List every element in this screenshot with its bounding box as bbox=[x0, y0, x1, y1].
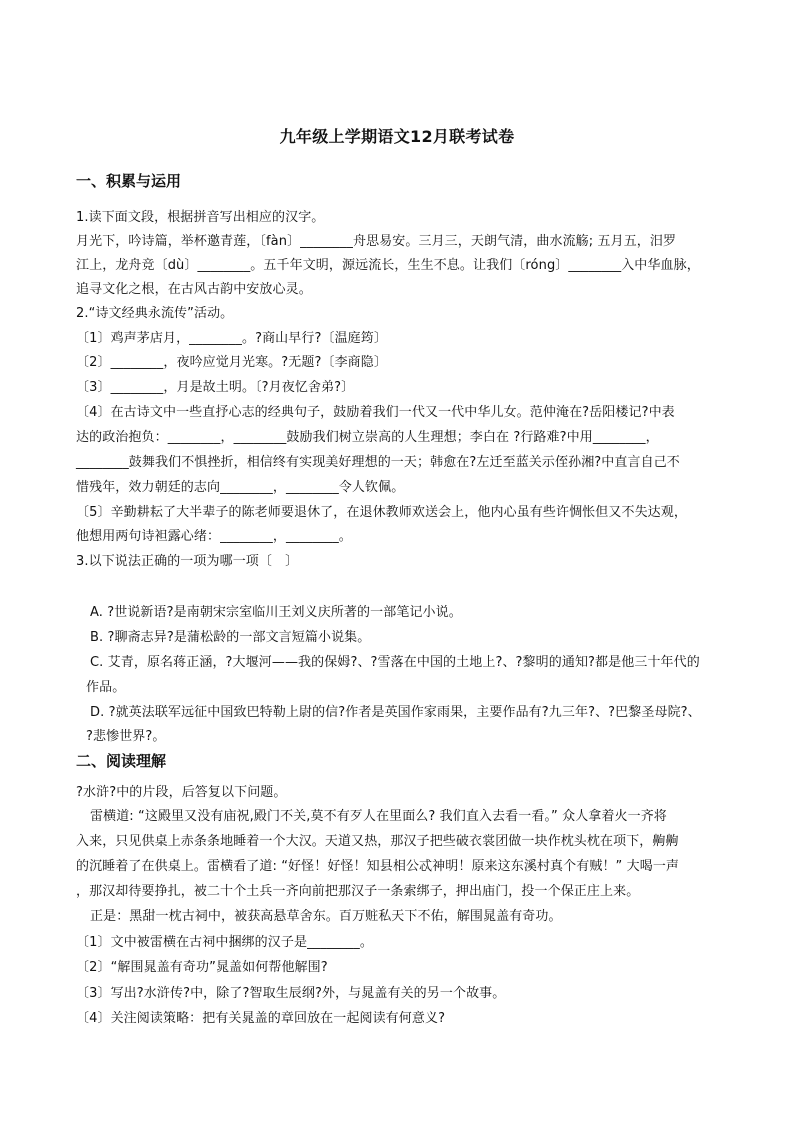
text-line: 〔4〕在古诗文中一些直抒心志的经典句子，鼓励着我们一代又一代中华儿女。范仲淹在?岳阳楼记?中表 bbox=[76, 405, 675, 420]
section-heading-2: 二、阅读理解 bbox=[76, 752, 167, 770]
option-b: B. ?聊斋志异?是蒲松龄的一部文言短篇小说集。 bbox=[90, 630, 371, 645]
passage-line: 雷横道: “这殿里又没有庙祝,殿门不关,莫不有歹人在里面么? 我们直入去看一看。” 众人拿着火一齐将 bbox=[90, 809, 667, 824]
option-d: D. ?就英法联军远征中国致巴特勒上尉的信?作者是英国作家雨果，主要作品有?九三年?、?巴黎圣母院?、 bbox=[90, 705, 701, 720]
reading-question-4: 〔4〕关注阅读策略：把有关晁盖的章回放在一起阅读有何意义? bbox=[76, 1011, 446, 1026]
option-c-continued: 作品。 bbox=[86, 680, 126, 695]
reading-question-3: 〔3〕写出?水浒传?中，除了?智取生辰纲?外，与晁盖有关的另一个故事。 bbox=[76, 986, 506, 1001]
text-line: 〔3〕________，月是故土明。〔?月夜忆舍弟?〕 bbox=[76, 380, 355, 395]
option-d-continued: ?悲惨世界?。 bbox=[86, 729, 166, 744]
reading-question-1: 〔1〕文中被雷横在古祠中捆绑的汉子是________。 bbox=[76, 935, 373, 950]
text-line: 〔5〕辛勤耕耘了大半辈子的陈老师要退休了，在退休教师欢送会上，他内心虽有些许惆怅但又不失达观， bbox=[76, 505, 687, 520]
page-title: 九年级上学期语文12月联考试卷 bbox=[279, 127, 515, 146]
question-3-prompt: 3.以下说法正确的一项为哪一项〔 〕 bbox=[76, 554, 299, 569]
passage-line: 的沉睡着了在供桌上。雷横看了道: “好怪！好怪！知县相公忒神明！原来这东溪村真个有贼！” 大喝一声 bbox=[76, 859, 680, 874]
text-line: 〔1〕鸡声茅店月，________。?商山早行?〔温庭筠〕 bbox=[76, 331, 387, 346]
text-line: 〔2〕________，夜吟应觉月光寒。?无题?〔李商隐〕 bbox=[76, 355, 387, 370]
option-c: C. 艾青，原名蒋正涵，?大堰河——我的保姆?、?雪落在中国的土地上?、?黎明的通知?都是他三十年代的 bbox=[90, 655, 700, 670]
reading-question-2: 〔2〕“解围晁盖有奇功”晁盖如何帮他解围? bbox=[76, 960, 328, 975]
question-1-prompt: 1.读下面文段，根据拼音写出相应的汉字。 bbox=[76, 210, 325, 225]
passage-line: 正是：黑甜一枕古祠中，被获高悬草舍东。百万赃私天下不佑，解围晁盖有奇功。 bbox=[90, 909, 562, 924]
text-line: ________鼓舞我们不惧挫折，相信终有实现美好理想的一天；韩愈在?左迁至蓝关示侄孙湘?中直言自己不 bbox=[76, 455, 680, 470]
section-heading-1: 一、积累与运用 bbox=[76, 172, 182, 190]
text-line: 惜残年，效力朝廷的志向________，________令人钦佩。 bbox=[76, 480, 405, 495]
text-line: 达的政治抱负：________，________鼓励我们树立崇高的人生理想；李白在 ?行路难?中用________， bbox=[76, 430, 659, 445]
text-line: 月光下，吟诗篇，举杯邀青莲，〔fàn〕________舟思易安。三月三，天朗气清，曲水流觞; 五月五，汨罗 bbox=[76, 234, 677, 249]
text-line: 江上，龙舟竞〔dù〕________。五千年文明，源远流长，生生不息。让我们〔róng〕________入中华血脉， bbox=[76, 258, 700, 273]
question-2-prompt: 2.“诗文经典永流传”活动。 bbox=[76, 306, 234, 321]
passage-line: 入来，只见供桌上赤条条地睡着一个大汉。天道又热，那汉子把些破衣裳团做一块作枕头枕在项下，齁齁 bbox=[76, 834, 679, 849]
passage-line: ，那汉却待要挣扎，被二十个土兵一齐向前把那汉子一条索绑子，押出庙门，投一个保正庄上来。 bbox=[76, 884, 640, 899]
reading-prompt: ?水浒?中的片段，后答复以下问题。 bbox=[76, 785, 287, 800]
option-a: A. ?世说新语?是南朝宋宗室临川王刘义庆所著的一部笔记小说。 bbox=[90, 605, 462, 620]
text-line: 他想用两句诗袒露心绪：________，________。 bbox=[76, 529, 352, 544]
text-line: 追寻文化之根，在古风古韵中安放心灵。 bbox=[76, 282, 312, 297]
